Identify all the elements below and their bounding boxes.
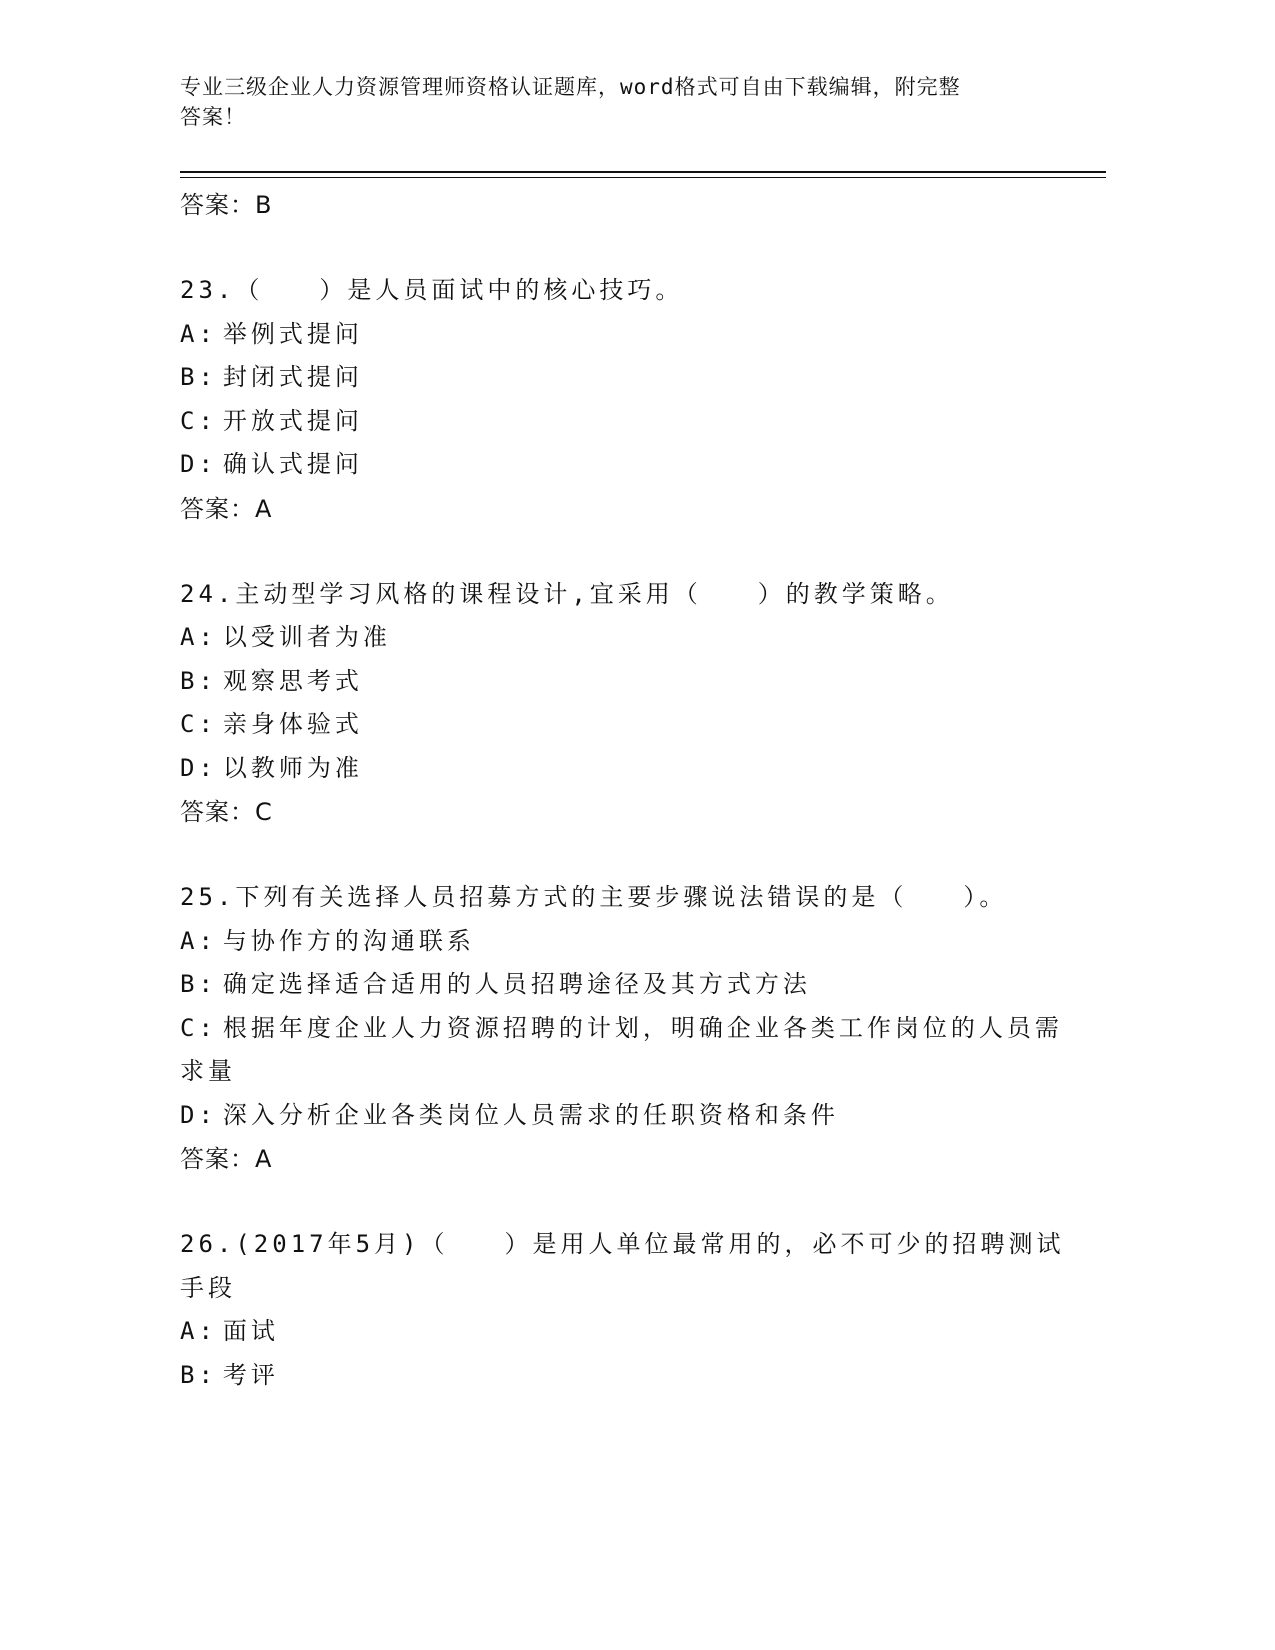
question-block	[180, 1223, 1080, 1397]
header-divider-thin	[180, 177, 1106, 178]
option-text: 观察思考式	[222, 666, 363, 695]
option-d	[180, 747, 1080, 791]
option-key: B:	[180, 666, 217, 695]
header-line-2: 答案！	[180, 105, 246, 129]
option-b	[180, 1354, 1080, 1398]
answer-line: 答案：A	[180, 494, 273, 523]
question-stem: 25.下列有关选择人员招募方式的主要步骤说法错误的是（ ）。	[180, 883, 1008, 911]
option-key: A:	[180, 926, 217, 955]
option-text: 根据年度企业人力资源招聘的计划，明确企业各类工作岗位的人员需求量	[180, 1013, 1063, 1085]
option-text: 面试	[222, 1317, 279, 1345]
option-key: D:	[180, 450, 217, 478]
option-a	[180, 1310, 1080, 1354]
option-key: C:	[180, 1013, 217, 1042]
option-text: 深入分析企业各类岗位人员需求的任职资格和条件	[222, 1100, 839, 1129]
question-stem: 23.（ ）是人员面试中的核心技巧。	[180, 276, 684, 304]
question-content	[180, 183, 1080, 1397]
answer-line: 答案：C	[180, 798, 273, 826]
question-block	[180, 876, 1080, 1181]
option-a	[180, 313, 1080, 357]
option-text: 以教师为准	[222, 753, 363, 782]
option-key: D:	[180, 753, 217, 782]
option-key: B:	[180, 970, 217, 998]
option-a	[180, 616, 1080, 660]
option-text: 确认式提问	[222, 450, 363, 478]
option-key: D:	[180, 1100, 217, 1129]
question-block	[180, 269, 1080, 531]
option-text: 考评	[222, 1360, 279, 1389]
option-text: 亲身体验式	[222, 710, 363, 738]
option-a	[180, 920, 1080, 964]
option-text: 以受训者为准	[222, 623, 391, 651]
option-text: 开放式提问	[222, 406, 363, 435]
option-text: 确定选择适合适用的人员招聘途径及其方式方法	[222, 970, 811, 998]
header-line-1: 专业三级企业人力资源管理师资格认证题库，word格式可自由下载编辑，附完整	[180, 75, 961, 99]
option-key: A:	[180, 319, 217, 348]
option-key: C:	[180, 710, 217, 738]
option-key: A:	[180, 1317, 217, 1345]
question-stem: 24.主动型学习风格的课程设计,宜采用（ ）的教学策略。	[180, 579, 954, 608]
option-c	[180, 1007, 1080, 1094]
question-stem: 26.(2017年5月)（ ）是用人单位最常用的，必不可少的招聘测试手段	[180, 1230, 1065, 1302]
answer-line: 答案：A	[180, 1145, 273, 1173]
option-key: A:	[180, 623, 217, 651]
option-key: B:	[180, 363, 217, 391]
question-block	[180, 573, 1080, 835]
option-d	[180, 1094, 1080, 1138]
option-key: B:	[180, 1360, 217, 1389]
option-text: 与协作方的沟通联系	[222, 926, 475, 955]
option-b	[180, 660, 1080, 704]
answer-line: 答案：B	[180, 191, 273, 219]
header-divider-thick	[180, 171, 1106, 173]
option-text: 举例式提问	[222, 319, 363, 348]
document-header	[180, 72, 1060, 132]
option-b	[180, 963, 1080, 1007]
option-c	[180, 703, 1080, 747]
option-text: 封闭式提问	[222, 363, 363, 391]
option-c	[180, 400, 1080, 444]
option-key: C:	[180, 406, 217, 435]
option-b	[180, 356, 1080, 400]
option-d	[180, 443, 1080, 487]
